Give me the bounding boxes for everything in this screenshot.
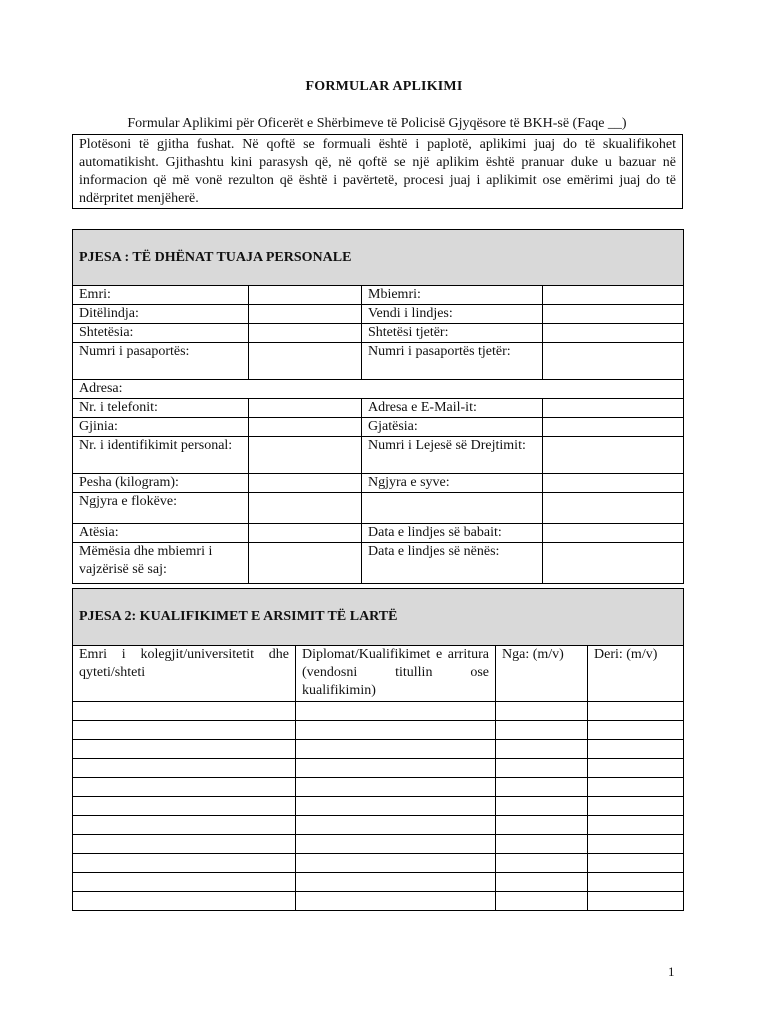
edu-cell[interactable] bbox=[588, 816, 684, 835]
field-email[interactable] bbox=[543, 399, 684, 418]
label-pasaporta: Numri i pasaportës: bbox=[73, 343, 249, 380]
edu-cell[interactable] bbox=[296, 759, 496, 778]
field-vendi[interactable] bbox=[543, 305, 684, 324]
field-gjinia[interactable] bbox=[249, 418, 362, 437]
field-flokete-extra[interactable] bbox=[543, 493, 684, 524]
label-memesia: Mëmësia dhe mbiemri i vajzërisë së saj: bbox=[73, 543, 249, 584]
label-email: Adresa e E-Mail-it: bbox=[362, 399, 543, 418]
field-nena[interactable] bbox=[543, 543, 684, 584]
section2-heading: PJESA 2: KUALIFIKIMET E ARSIMIT TË LARTË bbox=[73, 589, 684, 646]
edu-cell[interactable] bbox=[496, 854, 588, 873]
field-leja[interactable] bbox=[543, 437, 684, 474]
field-syte[interactable] bbox=[543, 474, 684, 493]
edu-cell[interactable] bbox=[296, 740, 496, 759]
edu-cell[interactable] bbox=[588, 702, 684, 721]
edu-cell[interactable] bbox=[588, 759, 684, 778]
edu-cell[interactable] bbox=[73, 778, 296, 797]
label-pasaporta-tjeter: Numri i pasaportës tjetër: bbox=[362, 343, 543, 380]
field-pasaporta-tjeter[interactable] bbox=[543, 343, 684, 380]
label-pesha: Pesha (kilogram): bbox=[73, 474, 249, 493]
edu-cell[interactable] bbox=[73, 892, 296, 911]
edu-cell[interactable] bbox=[73, 854, 296, 873]
col-header-to: Deri: (m/v) bbox=[588, 646, 684, 702]
label-leja: Numri i Lejesë së Drejtimit: bbox=[362, 437, 543, 474]
field-telefoni[interactable] bbox=[249, 399, 362, 418]
field-atesia[interactable] bbox=[249, 524, 362, 543]
edu-cell[interactable] bbox=[588, 854, 684, 873]
section1-heading: PJESA : TË DHËNAT TUAJA PERSONALE bbox=[73, 230, 684, 286]
field-flokete[interactable] bbox=[249, 493, 362, 524]
field-shtetesi-tjeter[interactable] bbox=[543, 324, 684, 343]
page-number: 1 bbox=[668, 964, 675, 979]
label-flokete: Ngjyra e flokëve: bbox=[73, 493, 249, 524]
edu-cell[interactable] bbox=[73, 873, 296, 892]
edu-cell[interactable] bbox=[588, 778, 684, 797]
label-nena: Data e lindjes së nënës: bbox=[362, 543, 543, 584]
edu-cell[interactable] bbox=[73, 797, 296, 816]
form-title: FORMULAR APLIKIMI bbox=[305, 79, 463, 94]
field-pesha[interactable] bbox=[249, 474, 362, 493]
label-id-personal: Nr. i identifikimit personal: bbox=[73, 437, 249, 474]
label-emri: Emri: bbox=[73, 286, 249, 305]
label-gjinia: Gjinia: bbox=[73, 418, 249, 437]
edu-cell[interactable] bbox=[588, 721, 684, 740]
edu-cell[interactable] bbox=[588, 740, 684, 759]
edu-cell[interactable] bbox=[73, 816, 296, 835]
col-header-diploma: Diplomat/Kualifikimet e arritura (vendosni titullin ose kualifikimin) bbox=[296, 646, 496, 702]
edu-cell[interactable] bbox=[496, 778, 588, 797]
col-header-college: Emri i kolegjit/universitetit dhe qyteti/shteti bbox=[73, 646, 296, 702]
field-memesia[interactable] bbox=[249, 543, 362, 584]
education-table bbox=[72, 588, 684, 911]
edu-cell[interactable] bbox=[296, 816, 496, 835]
edu-cell[interactable] bbox=[296, 778, 496, 797]
edu-cell[interactable] bbox=[296, 873, 496, 892]
label-adresa: Adresa: bbox=[73, 380, 684, 399]
edu-cell[interactable] bbox=[496, 759, 588, 778]
label-vendi: Vendi i lindjes: bbox=[362, 305, 543, 324]
edu-cell[interactable] bbox=[73, 835, 296, 854]
empty-cell bbox=[362, 493, 543, 524]
edu-cell[interactable] bbox=[496, 835, 588, 854]
edu-cell[interactable] bbox=[496, 721, 588, 740]
edu-cell[interactable] bbox=[296, 835, 496, 854]
label-atesia: Atësia: bbox=[73, 524, 249, 543]
label-syte: Ngjyra e syve: bbox=[362, 474, 543, 493]
edu-cell[interactable] bbox=[496, 702, 588, 721]
edu-cell[interactable] bbox=[496, 816, 588, 835]
col-header-from: Nga: (m/v) bbox=[496, 646, 588, 702]
edu-cell[interactable] bbox=[588, 835, 684, 854]
edu-cell[interactable] bbox=[496, 797, 588, 816]
edu-cell[interactable] bbox=[588, 873, 684, 892]
edu-cell[interactable] bbox=[296, 797, 496, 816]
field-ditelindja[interactable] bbox=[249, 305, 362, 324]
field-shtetesia[interactable] bbox=[249, 324, 362, 343]
field-pasaporta[interactable] bbox=[249, 343, 362, 380]
field-id-personal[interactable] bbox=[249, 437, 362, 474]
edu-cell[interactable] bbox=[296, 702, 496, 721]
edu-cell[interactable] bbox=[73, 702, 296, 721]
edu-cell[interactable] bbox=[73, 759, 296, 778]
edu-cell[interactable] bbox=[496, 740, 588, 759]
edu-cell[interactable] bbox=[296, 721, 496, 740]
label-shtetesi-tjeter: Shtetësi tjetër: bbox=[362, 324, 543, 343]
field-emri[interactable] bbox=[249, 286, 362, 305]
label-shtetesia: Shtetësia: bbox=[73, 324, 249, 343]
label-gjatesia: Gjatësia: bbox=[362, 418, 543, 437]
edu-cell[interactable] bbox=[588, 797, 684, 816]
label-mbiemri: Mbiemri: bbox=[362, 286, 543, 305]
label-babai: Data e lindjes së babait: bbox=[362, 524, 543, 543]
personal-data-table bbox=[72, 229, 684, 584]
edu-cell[interactable] bbox=[73, 740, 296, 759]
label-telefoni: Nr. i telefonit: bbox=[73, 399, 249, 418]
edu-cell[interactable] bbox=[296, 892, 496, 911]
field-gjatesia[interactable] bbox=[543, 418, 684, 437]
intro-text: Plotësoni të gjitha fushat. Në qoftë se formuali është i paplotë, aplikimi juaj do të skualifikohet automatikisht. Gjithashtu kini parasysh që, në qoftë se një aplikim është pranuar duke u bazuar në informacion që më vonë rezulton që është i pavërtetë, procesi juaj i aplikimit ose emërimi juaj do të ndërpritet menjëherë. bbox=[73, 135, 683, 209]
field-mbiemri[interactable] bbox=[543, 286, 684, 305]
edu-cell[interactable] bbox=[496, 873, 588, 892]
label-ditelindja: Ditëlindja: bbox=[73, 305, 249, 324]
edu-cell[interactable] bbox=[496, 892, 588, 911]
edu-cell[interactable] bbox=[588, 892, 684, 911]
edu-cell[interactable] bbox=[296, 854, 496, 873]
intro-table bbox=[72, 134, 683, 209]
edu-cell[interactable] bbox=[73, 721, 296, 740]
field-babai[interactable] bbox=[543, 524, 684, 543]
form-subtitle: Formular Aplikimi për Oficerët e Shërbimeve të Policisë Gjyqësore të BKH-së (Faqe __) bbox=[127, 116, 627, 131]
